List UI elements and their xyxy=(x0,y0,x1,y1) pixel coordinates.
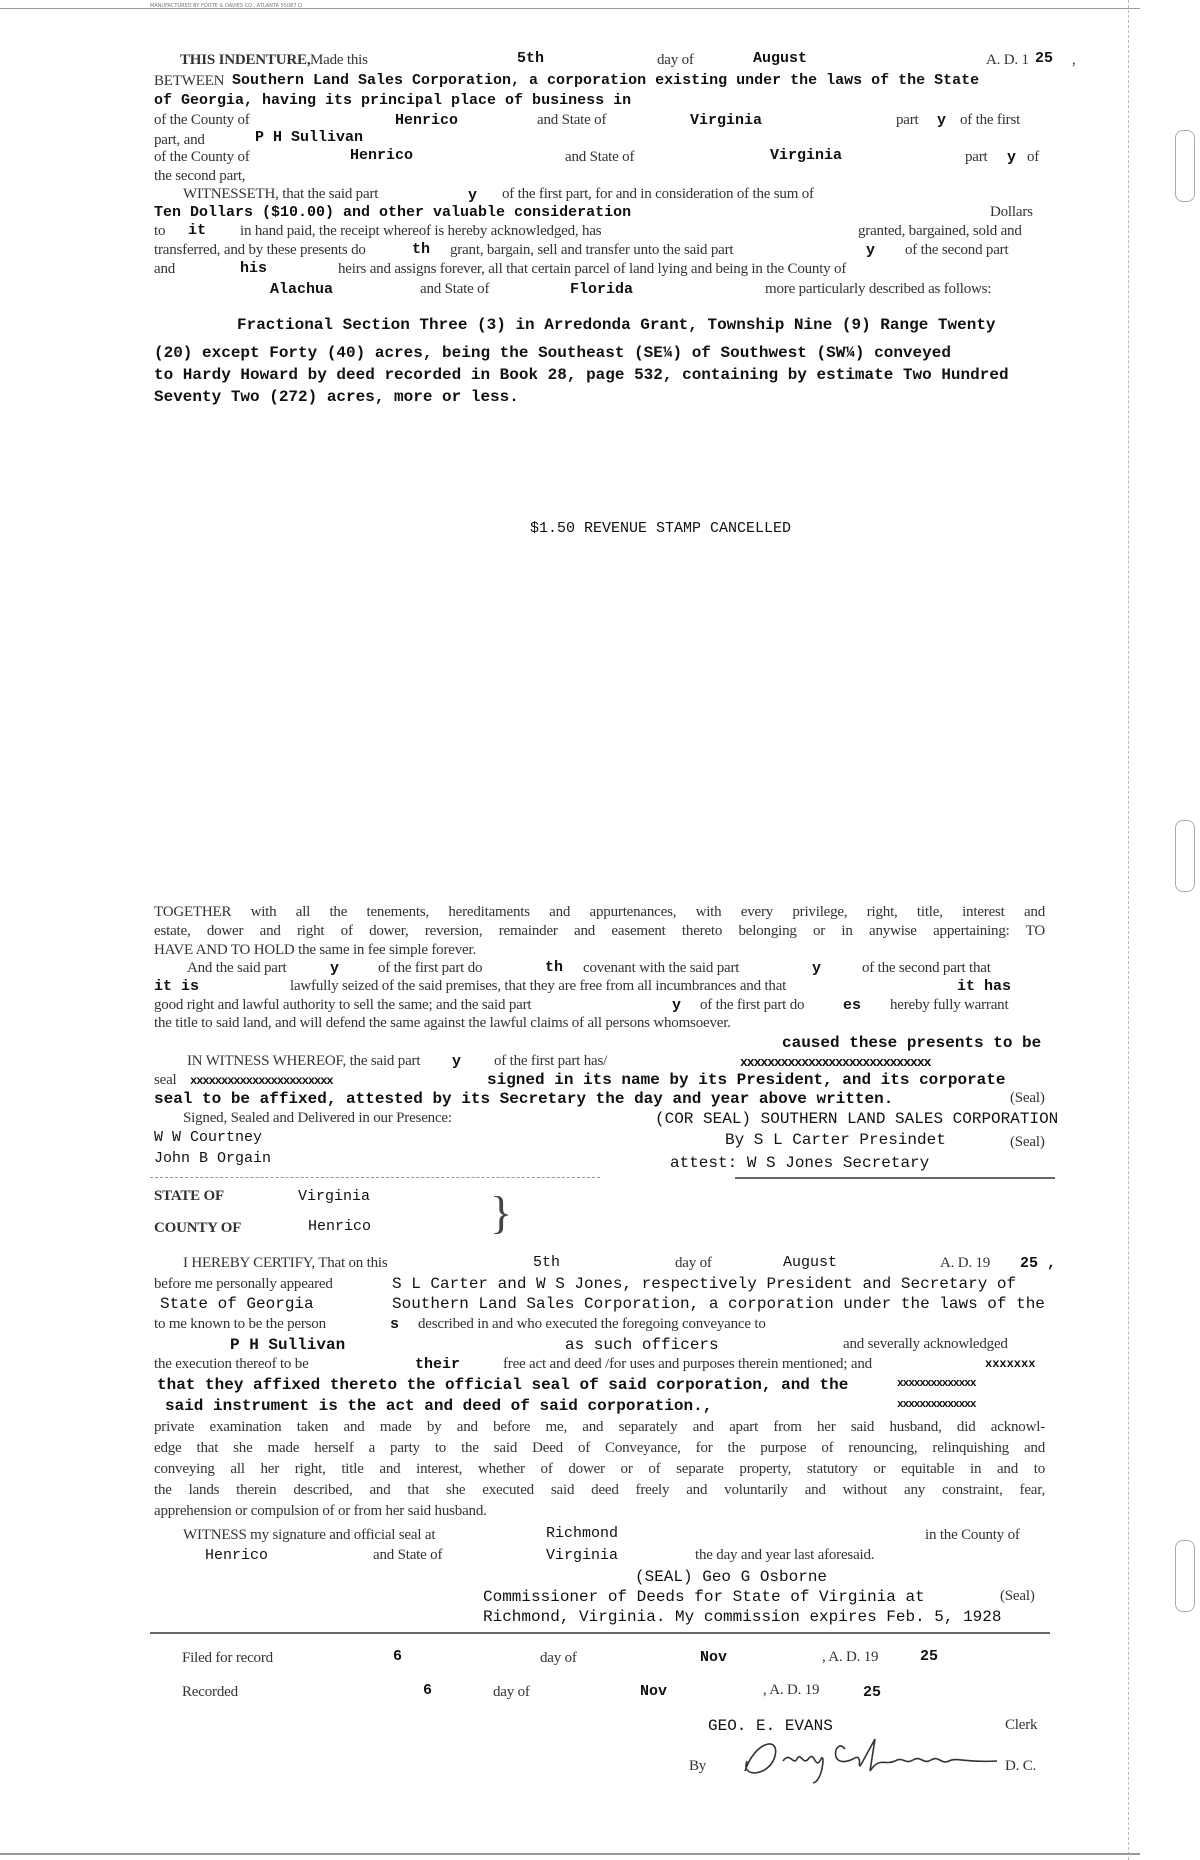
seal-clause: said instrument is the act and deed of said corporation., xyxy=(165,1397,713,1415)
label: Signed, Sealed and Delivered in our Presence: xyxy=(183,1110,452,1126)
label: Made this xyxy=(310,52,368,68)
label: By xyxy=(689,1758,707,1774)
label: good right and lawful authority to sell the same; and the said part xyxy=(154,997,532,1013)
fill: y xyxy=(672,997,682,1014)
grantor-county: Henrico xyxy=(395,112,459,129)
label: transferred, and by these presents do xyxy=(154,242,366,258)
officers-line: S L Carter and W S Jones, respectively President and Secretary of xyxy=(392,1275,1017,1293)
clerk-name: GEO. E. EVANS xyxy=(708,1717,833,1735)
grantor-line-2: of Georgia, having its principal place of business in xyxy=(154,92,632,109)
description-line: to Hardy Howard by deed recorded in Book 28, page 532, containing by estimate Two Hundred xyxy=(154,366,1009,384)
witness-name: John B Orgain xyxy=(154,1150,272,1167)
label: free act and deed /for uses and purposes therein mentioned; and xyxy=(503,1356,872,1372)
filed-year: 25 xyxy=(920,1648,939,1665)
label: more particularly described as follows: xyxy=(765,281,992,297)
margin-line xyxy=(1128,0,1129,1860)
clip-mark xyxy=(1175,130,1195,202)
fill: th xyxy=(545,959,564,976)
label: lawfully seized of the said premises, that they are free from all incumbrances and that xyxy=(290,978,787,994)
fill: it xyxy=(188,222,207,239)
bottom-edge-line xyxy=(0,1853,1140,1855)
ack-county: Henrico xyxy=(308,1218,372,1235)
label: and State of xyxy=(373,1547,443,1563)
president-signature-line: By S L Carter Presindet xyxy=(725,1131,946,1149)
ack-state: Virginia xyxy=(298,1188,371,1205)
label: the second part, xyxy=(154,168,246,184)
filed-day: 6 xyxy=(393,1648,403,1665)
printer-mark: MANUFACTURED BY FOOTE & DAVIES CO., ATLANTA 55087 D xyxy=(150,3,302,9)
label: IN WITNESS WHEREOF, the said part xyxy=(187,1053,421,1069)
fill: it is xyxy=(154,978,200,995)
habendum-line: HAVE AND TO HOLD the same in fee simple forever. xyxy=(154,942,477,958)
filed-month: Nov xyxy=(700,1649,728,1666)
grantee-state: Virginia xyxy=(770,147,843,164)
label: of the first part, for and in consideration of the sum of xyxy=(502,186,814,202)
label: Clerk xyxy=(1005,1717,1038,1733)
label: in the County of xyxy=(925,1527,1020,1543)
label: and State of xyxy=(537,112,607,128)
grantor-line-1: Southern Land Sales Corporation, a corporation existing under the laws of the State xyxy=(232,72,980,89)
divider xyxy=(150,1177,600,1178)
label: hereby fully warrant xyxy=(890,997,1009,1013)
indenture-heading: THIS INDENTURE, xyxy=(180,52,311,68)
label: part xyxy=(896,112,919,128)
label: WITNESSETH, that the said part xyxy=(183,186,379,202)
fill: y xyxy=(937,112,947,129)
notary-expiry: Richmond, Virginia. My commission expires Feb. 5, 1928 xyxy=(483,1608,1002,1626)
label: covenant with the said part xyxy=(583,960,740,976)
recorded-month: Nov xyxy=(640,1683,668,1700)
label: BETWEEN xyxy=(154,73,225,89)
grantor-state: Virginia xyxy=(690,112,763,129)
description-line: Seventy Two (272) acres, more or less. xyxy=(154,388,519,406)
description-line: (20) except Forty (40) acres, being the Southeast (SE¼) of Southwest (SW¼) conveyed xyxy=(154,344,951,362)
label: D. C. xyxy=(1005,1758,1037,1774)
label: A. D. 19 xyxy=(940,1255,991,1271)
label: WITNESS my signature and official seal at xyxy=(183,1527,436,1543)
label: of the second part xyxy=(905,242,1009,258)
label: STATE OF xyxy=(154,1188,224,1204)
label: of the first part do xyxy=(700,997,805,1013)
habendum-line: TOGETHER with all the tenements, hereditaments and appurtenances, with every privilege, right, title, interest and xyxy=(154,904,1045,920)
label: , A. D. 19 xyxy=(822,1649,879,1665)
land-state: Florida xyxy=(570,281,634,298)
label: day of xyxy=(657,52,694,68)
label: described in and who executed the foregoing conveyance to xyxy=(418,1316,766,1332)
notary-name: (SEAL) Geo G Osborne xyxy=(635,1568,828,1586)
grantee-county: Henrico xyxy=(350,147,414,164)
fill: their xyxy=(415,1356,461,1373)
signing-clause: seal to be affixed, attested by its Secretary the day and year above written. xyxy=(154,1090,894,1108)
recorded-year: 25 xyxy=(863,1684,882,1701)
label: day of xyxy=(493,1684,530,1700)
label: of the first xyxy=(960,112,1021,128)
label: of the County of xyxy=(154,112,250,128)
struck-text: xxxxxxx xyxy=(985,1357,1036,1371)
description-line: Fractional Section Three (3) in Arredonda Grant, Township Nine (9) Range Twenty xyxy=(237,316,996,334)
struck-text: xxxxxxxxxxxxxxxxxxxxxxxxxxxx xyxy=(740,1055,931,1070)
label: seal xyxy=(154,1072,177,1088)
label: of the first part do xyxy=(378,960,483,976)
label: Filed for record xyxy=(182,1650,273,1666)
label: the execution thereof to be xyxy=(154,1356,309,1372)
consideration-sum: Ten Dollars ($10.00) and other valuable consideration xyxy=(154,204,632,221)
label: before me personally appeared xyxy=(154,1276,333,1292)
deed-year: 25 xyxy=(1035,50,1054,67)
land-county: Alachua xyxy=(270,281,334,298)
label: and severally acknowledged xyxy=(843,1336,1008,1352)
label: part xyxy=(965,149,988,165)
corporate-seal-line: (COR SEAL) SOUTHERN LAND SALES CORPORATION xyxy=(655,1110,1059,1128)
label: COUNTY OF xyxy=(154,1220,242,1236)
struck-text: xxxxxxxxxxxxxxxxxxxxxxx xyxy=(190,1074,333,1088)
fill: y xyxy=(1007,149,1017,166)
deed-day: 5th xyxy=(517,50,545,67)
fill: y xyxy=(812,960,822,977)
brace: } xyxy=(490,1187,513,1238)
label: I HEREBY CERTIFY, That on this xyxy=(183,1255,388,1271)
label: granted, bargained, sold and xyxy=(858,223,1022,239)
witness-county: Henrico xyxy=(205,1547,269,1564)
ack-paragraph-line: conveying all her right, title and interest, whether of dower or of separate property, statutory or equitable in and to xyxy=(154,1461,1045,1477)
clip-mark xyxy=(1175,1540,1195,1612)
habendum-line: estate, dower and right of dower, reversion, remainder and easement thereto belonging or in anywise appertaining: TO xyxy=(154,923,1045,939)
ack-paragraph-line: private examination taken and made by and before me, and separately and apart from her said husband, did acknowl- xyxy=(154,1419,1045,1435)
notary-title: Commissioner of Deeds for State of Virginia at xyxy=(483,1588,925,1606)
ack-paragraph-line: apprehension or compulsion of or from her said husband. xyxy=(154,1503,487,1519)
label: grant, bargain, sell and transfer unto the said part xyxy=(450,242,734,258)
ack-month: August xyxy=(783,1254,838,1271)
label: And the said part xyxy=(187,960,287,976)
state-of-incorporation: State of Georgia xyxy=(160,1295,314,1313)
label: the day and year last aforesaid. xyxy=(695,1547,875,1563)
deed-month: August xyxy=(753,50,808,67)
signing-clause: signed in its name by its President, and its corporate xyxy=(487,1071,1006,1089)
label: Dollars xyxy=(990,204,1033,220)
witness-city: Richmond xyxy=(546,1525,619,1542)
seal-label: (Seal) xyxy=(1000,1588,1035,1604)
recorded-day: 6 xyxy=(423,1682,433,1699)
label: and xyxy=(154,261,176,277)
label: of the County of xyxy=(154,149,250,165)
label: and State of xyxy=(420,281,490,297)
label: day of xyxy=(675,1255,712,1271)
struck-text: xxxxxxxxxxxxxx xyxy=(897,1378,976,1390)
fill: y xyxy=(452,1053,462,1070)
witness-state: Virginia xyxy=(546,1547,619,1564)
label: to me known to be the person xyxy=(154,1316,326,1332)
ack-day: 5th xyxy=(533,1254,561,1271)
label: the title to said land, and will defend the same against the lawful claims of all persons whomsoever. xyxy=(154,1015,731,1031)
officers-line: Southern Land Sales Corporation, a corporation under the laws of the xyxy=(392,1295,1045,1313)
fill: es xyxy=(843,997,862,1014)
revenue-stamp-note: $1.50 REVENUE STAMP CANCELLED xyxy=(530,520,792,537)
witness-name: W W Courtney xyxy=(154,1129,263,1146)
label: to xyxy=(154,223,166,239)
label: and State of xyxy=(565,149,635,165)
fill: y xyxy=(330,960,340,977)
seal-clause: that they affixed thereto the official seal of said corporation, and the xyxy=(157,1376,849,1394)
ack-paragraph-line: the lands therein described, and that she executed said deed freely and voluntarily and without any constraint, fear, xyxy=(154,1482,1045,1498)
label: , xyxy=(1072,52,1076,68)
secretary-attest-line: attest: W S Jones Secretary xyxy=(670,1154,930,1172)
label: day of xyxy=(540,1650,577,1666)
fill: as such officers xyxy=(565,1336,719,1354)
label: of the second part that xyxy=(862,960,991,976)
fill: s xyxy=(390,1316,400,1333)
fill: it has xyxy=(957,978,1012,995)
ack-paragraph-line: edge that she made herself a party to the said Deed of Conveyance, for the purpose of renouncing, relinquishing and xyxy=(154,1440,1045,1456)
fill: y xyxy=(468,187,478,204)
fill: his xyxy=(240,260,268,277)
struck-text: xxxxxxxxxxxxxx xyxy=(897,1399,976,1411)
ack-grantee: P H Sullivan xyxy=(230,1336,346,1354)
fill: caused these presents to be xyxy=(782,1034,1042,1052)
label: , A. D. 19 xyxy=(763,1682,820,1698)
label: part, and xyxy=(154,132,205,148)
seal-label: (Seal) xyxy=(1010,1134,1045,1150)
label: A. D. 1 xyxy=(986,52,1029,68)
divider xyxy=(735,1177,1055,1179)
divider xyxy=(150,1632,1050,1634)
grantee-name: P H Sullivan xyxy=(255,129,364,146)
clip-mark xyxy=(1175,820,1195,892)
fill: th xyxy=(412,241,431,258)
fill: y xyxy=(866,242,876,259)
label: in hand paid, the receipt whereof is hereby acknowledged, has xyxy=(240,223,602,239)
label: heirs and assigns forever, all that certain parcel of land lying and being in the County of xyxy=(338,261,847,277)
label: of the first part has/ xyxy=(494,1053,608,1069)
label: of xyxy=(1027,149,1040,165)
seal-label: (Seal) xyxy=(1010,1090,1045,1106)
ack-year: 25 , xyxy=(1020,1255,1057,1272)
deputy-clerk-signature xyxy=(735,1731,1000,1786)
label: Recorded xyxy=(182,1684,238,1700)
